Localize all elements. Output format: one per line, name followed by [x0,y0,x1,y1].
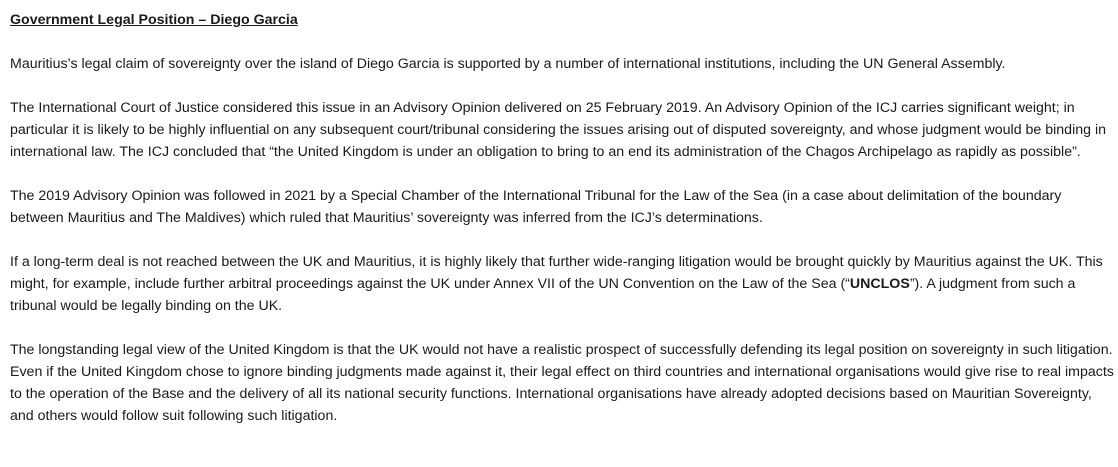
document-body [10,9,1114,427]
paragraph-longstanding-legal-view: The longstanding legal view of the United Kingdom is that the UK would not have a realistic prospect of successfully defending its legal position on sovereignty in such litigation. Even if the United Kingdom chose to ignore binding judgments made against it, their legal effect on third countries and international organisations would give rise to real impacts to the operation of the Base and the delivery of all its national security functions. International organisations have already adopted decisions based on Mauritian Sovereignty, and others would follow suit following such litigation. [10,342,1114,424]
paragraph-unclos-litigation [10,251,1114,317]
paragraph-icj-advisory-opinion: The International Court of Justice considered this issue in an Advisory Opinion delivered on 25 February 2019. An Advisory Opinion of the ICJ carries significant weight; in particular it is likely to be highly influential on any subsequent court/tribunal considering the issues arising out of disputed sovereignty, and whose judgment would be binding in international law. The ICJ concluded that “the United Kingdom is under an obligation to bring to an end its administration of the Chagos Archipelago as rapidly as possible”. [10,100,1106,160]
paragraph-text: If a long-term deal is not reached between the UK and Mauritius, it is highly likely that further wide-ranging litigation would be brought quickly by Mauritius against the UK. This might, for example, include further arbitral proceedings against the UK under Annex VII of the UN Convention on the Law of the Sea (“ [10,254,1103,292]
paragraph-itlos-special-chamber: The 2019 Advisory Opinion was followed in 2021 by a Special Chamber of the International Tribunal for the Law of the Sea (in a case about delimitation of the boundary between Mauritius and The Maldives) which ruled that Mauritius’ sovereignty was inferred from the ICJ’s determinations. [10,188,1062,226]
unclos-defined-term: UNCLOS [849,276,910,292]
paragraph-text: ”). A judgment from such a tribunal would be legally binding on the UK. [10,276,1076,314]
document-title: Government Legal Position – Diego Garcia [10,12,298,28]
paragraph-un-general-assembly: Mauritius’s legal claim of sovereignty over the island of Diego Garcia is supported by a number of international institutions, including the UN General Assembly. [10,56,1006,72]
